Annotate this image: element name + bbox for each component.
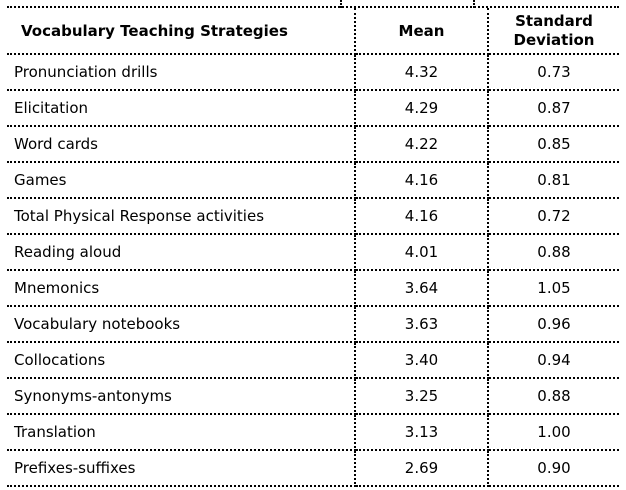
cell-mean: 3.13 <box>355 414 488 450</box>
table-row <box>7 342 619 378</box>
table-row <box>7 414 619 450</box>
cell-standard-deviation: 0.81 <box>488 162 619 198</box>
header-strategy: Vocabulary Teaching Strategies <box>7 8 355 54</box>
header-mean: Mean <box>355 8 488 54</box>
cell-strategy: Total Physical Response activities <box>7 198 355 234</box>
cell-strategy: Vocabulary notebooks <box>7 306 355 342</box>
cell-mean: 4.32 <box>355 54 488 90</box>
cell-strategy: Translation <box>7 414 355 450</box>
cell-strategy: Mnemonics <box>7 270 355 306</box>
cell-standard-deviation: 0.90 <box>488 450 619 486</box>
table-row <box>7 54 619 90</box>
cell-standard-deviation: 0.87 <box>488 90 619 126</box>
cell-strategy: Elicitation <box>7 90 355 126</box>
table-row <box>7 162 619 198</box>
table-row <box>7 378 619 414</box>
table-row <box>7 306 619 342</box>
cell-mean: 3.64 <box>355 270 488 306</box>
cell-mean: 4.16 <box>355 198 488 234</box>
cell-standard-deviation: 1.05 <box>488 270 619 306</box>
cell-mean: 3.25 <box>355 378 488 414</box>
table-row <box>7 126 619 162</box>
cell-standard-deviation: 0.73 <box>488 54 619 90</box>
cell-strategy: Reading aloud <box>7 234 355 270</box>
header-sd-line1: Standard <box>515 11 593 30</box>
cell-standard-deviation: 0.94 <box>488 342 619 378</box>
cell-mean: 3.40 <box>355 342 488 378</box>
table-row <box>7 90 619 126</box>
table-top-border <box>7 0 619 8</box>
cell-mean: 4.01 <box>355 234 488 270</box>
cell-standard-deviation: 1.00 <box>488 414 619 450</box>
cell-strategy: Word cards <box>7 126 355 162</box>
cell-mean: 3.63 <box>355 306 488 342</box>
cell-strategy: Collocations <box>7 342 355 378</box>
table-header-row <box>7 8 619 54</box>
header-standard-deviation <box>488 8 619 54</box>
cell-standard-deviation: 0.72 <box>488 198 619 234</box>
cell-standard-deviation: 0.88 <box>488 378 619 414</box>
cell-standard-deviation: 0.88 <box>488 234 619 270</box>
cell-mean: 4.16 <box>355 162 488 198</box>
table-row <box>7 450 619 486</box>
cell-mean: 2.69 <box>355 450 488 486</box>
cell-strategy: Games <box>7 162 355 198</box>
table-row <box>7 270 619 306</box>
cell-strategy: Prefixes-suffixes <box>7 450 355 486</box>
cell-mean: 4.29 <box>355 90 488 126</box>
table-body <box>7 54 619 486</box>
cell-standard-deviation: 0.85 <box>488 126 619 162</box>
header-sd-line2: Deviation <box>513 30 595 49</box>
table-row <box>7 234 619 270</box>
cell-standard-deviation: 0.96 <box>488 306 619 342</box>
cell-strategy: Synonyms-antonyms <box>7 378 355 414</box>
cell-mean: 4.22 <box>355 126 488 162</box>
strategies-table <box>7 8 619 487</box>
table-row <box>7 198 619 234</box>
cell-strategy: Pronunciation drills <box>7 54 355 90</box>
